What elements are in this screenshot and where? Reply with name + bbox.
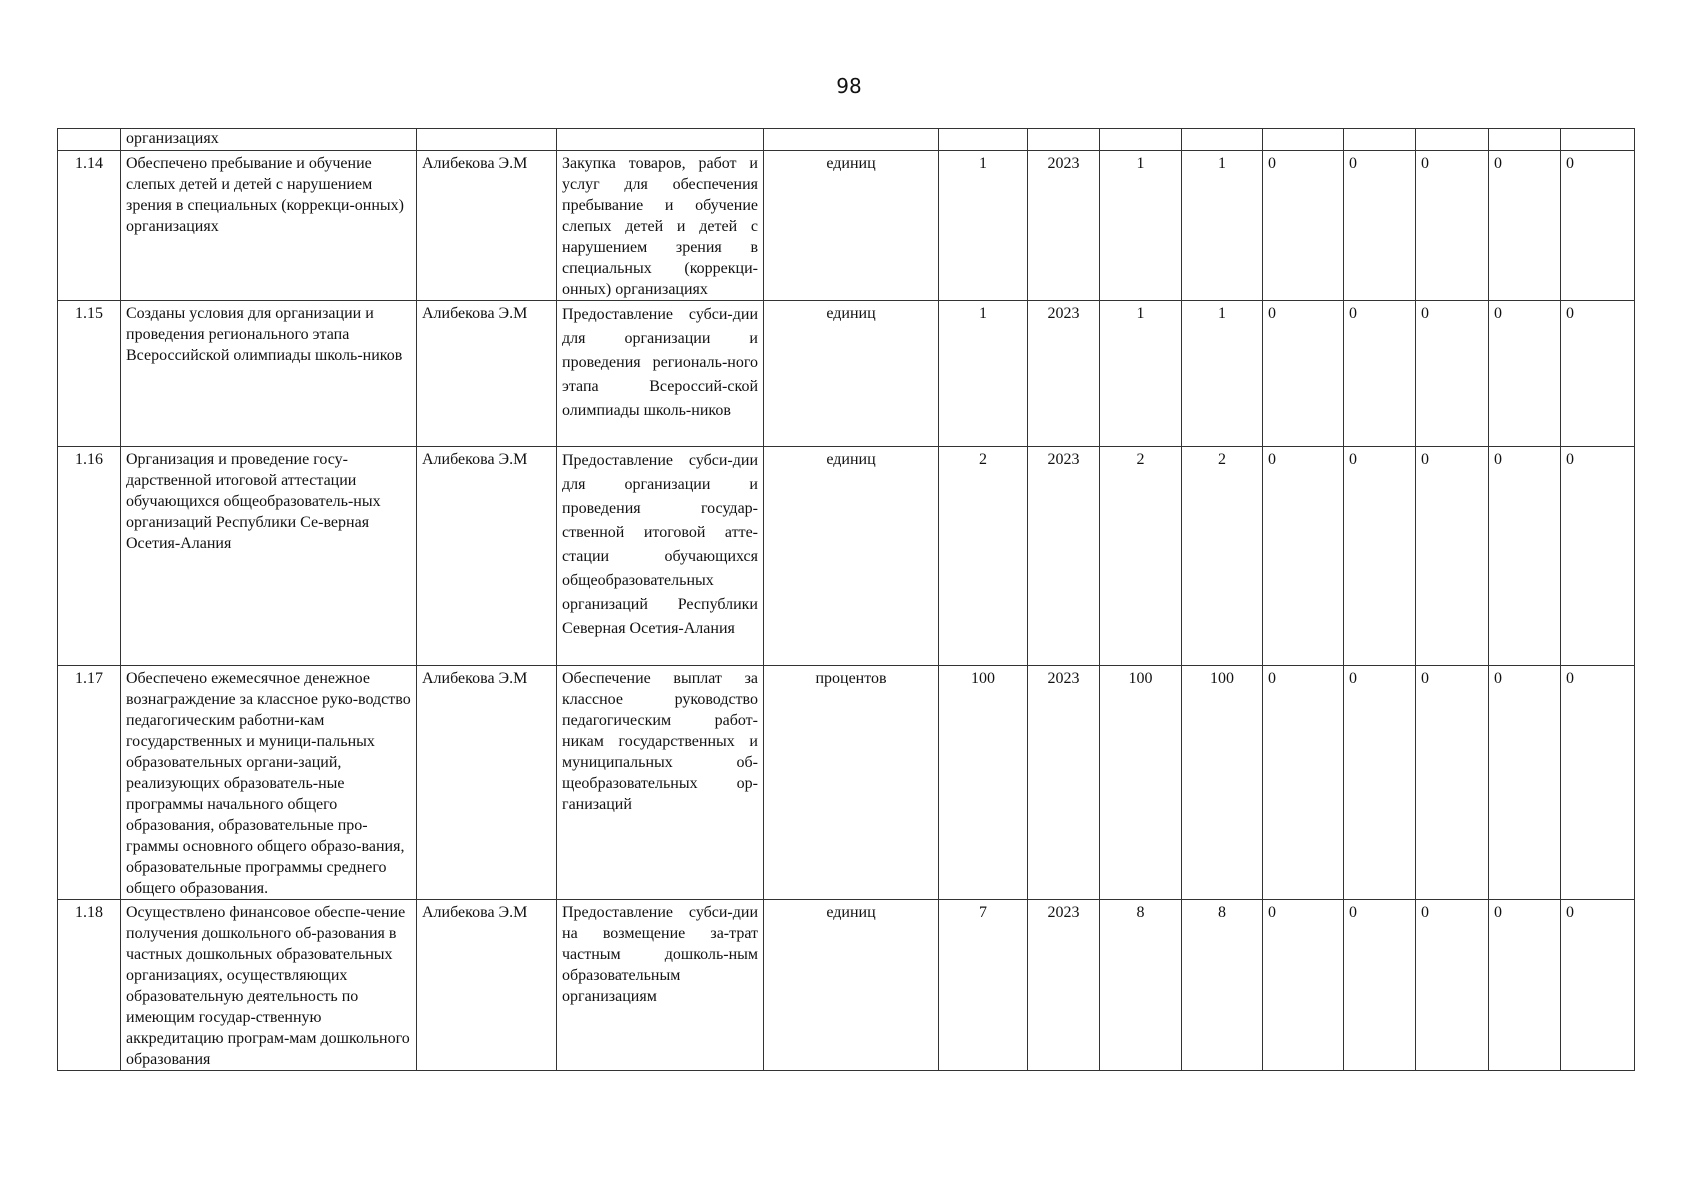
cell-z1: 0 [1263, 666, 1344, 900]
cell-base-year: 2023 [1028, 151, 1100, 301]
cell-z5: 0 [1561, 666, 1635, 900]
cell-v2: 100 [1182, 666, 1263, 900]
cell-base-year [1028, 129, 1100, 151]
cell-base-year: 2023 [1028, 666, 1100, 900]
cell-v2: 8 [1182, 900, 1263, 1071]
cell-num: 1.15 [58, 301, 121, 447]
cell-name: Осуществлено финансовое обеспе-чение получения дошкольного об-разования в частных дошкольных образовательных организациях, осуществляющих образовательную деятельность по имеющим государ-ственную аккредитацию програм-мам дошкольного образования [121, 900, 417, 1071]
cell-z3: 0 [1416, 151, 1489, 301]
cell-base-value: 2 [939, 447, 1028, 666]
table-row-continuation [58, 129, 1635, 151]
cell-responsible: Алибекова Э.М [417, 151, 557, 301]
cell-v1: 8 [1100, 900, 1182, 1071]
cell-responsible: Алибекова Э.М [417, 900, 557, 1071]
cell-z3: 0 [1416, 666, 1489, 900]
cell-z2: 0 [1344, 666, 1416, 900]
cell-unit [764, 129, 939, 151]
cell-z2: 0 [1344, 151, 1416, 301]
cell-base-value: 1 [939, 151, 1028, 301]
cell-name: Организация и проведение госу-дарственной итоговой аттестации обучающихся общеобразователь-ных организаций Республики Се-верная Осетия-Алания [121, 447, 417, 666]
cell-v2: 1 [1182, 301, 1263, 447]
table-row [58, 151, 1635, 301]
cell-z2 [1344, 129, 1416, 151]
cell-measure: Предоставление субси-дии для организации и проведения региональ-ного этапа Всероссий-ской олимпиады школь-ников [557, 301, 764, 447]
table-row [58, 447, 1635, 666]
cell-z5: 0 [1561, 447, 1635, 666]
cell-name: организациях [121, 129, 417, 151]
cell-num [58, 129, 121, 151]
cell-v1: 100 [1100, 666, 1182, 900]
cell-z4: 0 [1489, 900, 1561, 1071]
cell-measure [557, 129, 764, 151]
cell-measure: Закупка товаров, работ и услуг для обеспечения пребывание и обучение слепых детей и детей с нарушением зрения в специальных (коррекци-онных) организациях [557, 151, 764, 301]
cell-measure: Предоставление субси-дии для организации и проведения государ-ственной итоговой атте-стации обучающихся общеобразовательных организаций Республики Северная Осетия-Алания [557, 447, 764, 666]
cell-base-value [939, 129, 1028, 151]
cell-v2 [1182, 129, 1263, 151]
table-row [58, 301, 1635, 447]
cell-v2: 1 [1182, 151, 1263, 301]
cell-unit: процентов [764, 666, 939, 900]
cell-z4 [1489, 129, 1561, 151]
cell-base-value: 100 [939, 666, 1028, 900]
cell-v1 [1100, 129, 1182, 151]
cell-num: 1.17 [58, 666, 121, 900]
cell-unit: единиц [764, 900, 939, 1071]
cell-z1 [1263, 129, 1344, 151]
cell-unit: единиц [764, 301, 939, 447]
cell-base-value: 7 [939, 900, 1028, 1071]
cell-name: Обеспечено ежемесячное денежное вознаграждение за классное руко-водство педагогическим работни-кам государственных и муници-пальных образовательных органи-заций, реализующих образователь-ные программы начального общего образования, образовательные про-граммы основного общего образо-вания, образовательные программы среднего общего образования. [121, 666, 417, 900]
cell-z5 [1561, 129, 1635, 151]
cell-base-year: 2023 [1028, 900, 1100, 1071]
cell-z5: 0 [1561, 151, 1635, 301]
cell-measure: Предоставление субси-дии на возмещение за-трат частным дошколь-ным образовательным организациям [557, 900, 764, 1071]
cell-v1: 1 [1100, 151, 1182, 301]
cell-num: 1.14 [58, 151, 121, 301]
cell-z5: 0 [1561, 301, 1635, 447]
cell-z1: 0 [1263, 447, 1344, 666]
cell-responsible: Алибекова Э.М [417, 447, 557, 666]
page-number: 98 [836, 74, 862, 98]
results-table [57, 128, 1635, 1071]
cell-measure: Обеспечение выплат за классное руководство педагогическим работ-никам государственных и муниципальных об-щеобразовательных ор-ганизаций [557, 666, 764, 900]
cell-responsible: Алибекова Э.М [417, 301, 557, 447]
cell-name: Созданы условия для организации и проведения регионального этапа Всероссийской олимпиады школь-ников [121, 301, 417, 447]
cell-z4: 0 [1489, 666, 1561, 900]
cell-unit: единиц [764, 447, 939, 666]
cell-z2: 0 [1344, 301, 1416, 447]
cell-responsible [417, 129, 557, 151]
cell-unit: единиц [764, 151, 939, 301]
cell-responsible: Алибекова Э.М [417, 666, 557, 900]
table-row [58, 900, 1635, 1071]
cell-z5: 0 [1561, 900, 1635, 1071]
cell-base-year: 2023 [1028, 301, 1100, 447]
cell-z3: 0 [1416, 900, 1489, 1071]
cell-z4: 0 [1489, 151, 1561, 301]
cell-z3 [1416, 129, 1489, 151]
cell-num: 1.18 [58, 900, 121, 1071]
cell-z1: 0 [1263, 151, 1344, 301]
table-row [58, 666, 1635, 900]
cell-v1: 1 [1100, 301, 1182, 447]
cell-num: 1.16 [58, 447, 121, 666]
cell-base-value: 1 [939, 301, 1028, 447]
cell-z3: 0 [1416, 447, 1489, 666]
cell-name: Обеспечено пребывание и обучение слепых детей и детей с нарушением зрения в специальных (коррекци-онных) организациях [121, 151, 417, 301]
cell-z4: 0 [1489, 447, 1561, 666]
cell-v2: 2 [1182, 447, 1263, 666]
cell-z2: 0 [1344, 900, 1416, 1071]
cell-z2: 0 [1344, 447, 1416, 666]
cell-v1: 2 [1100, 447, 1182, 666]
cell-z1: 0 [1263, 900, 1344, 1071]
cell-z3: 0 [1416, 301, 1489, 447]
cell-z1: 0 [1263, 301, 1344, 447]
cell-z4: 0 [1489, 301, 1561, 447]
cell-base-year: 2023 [1028, 447, 1100, 666]
